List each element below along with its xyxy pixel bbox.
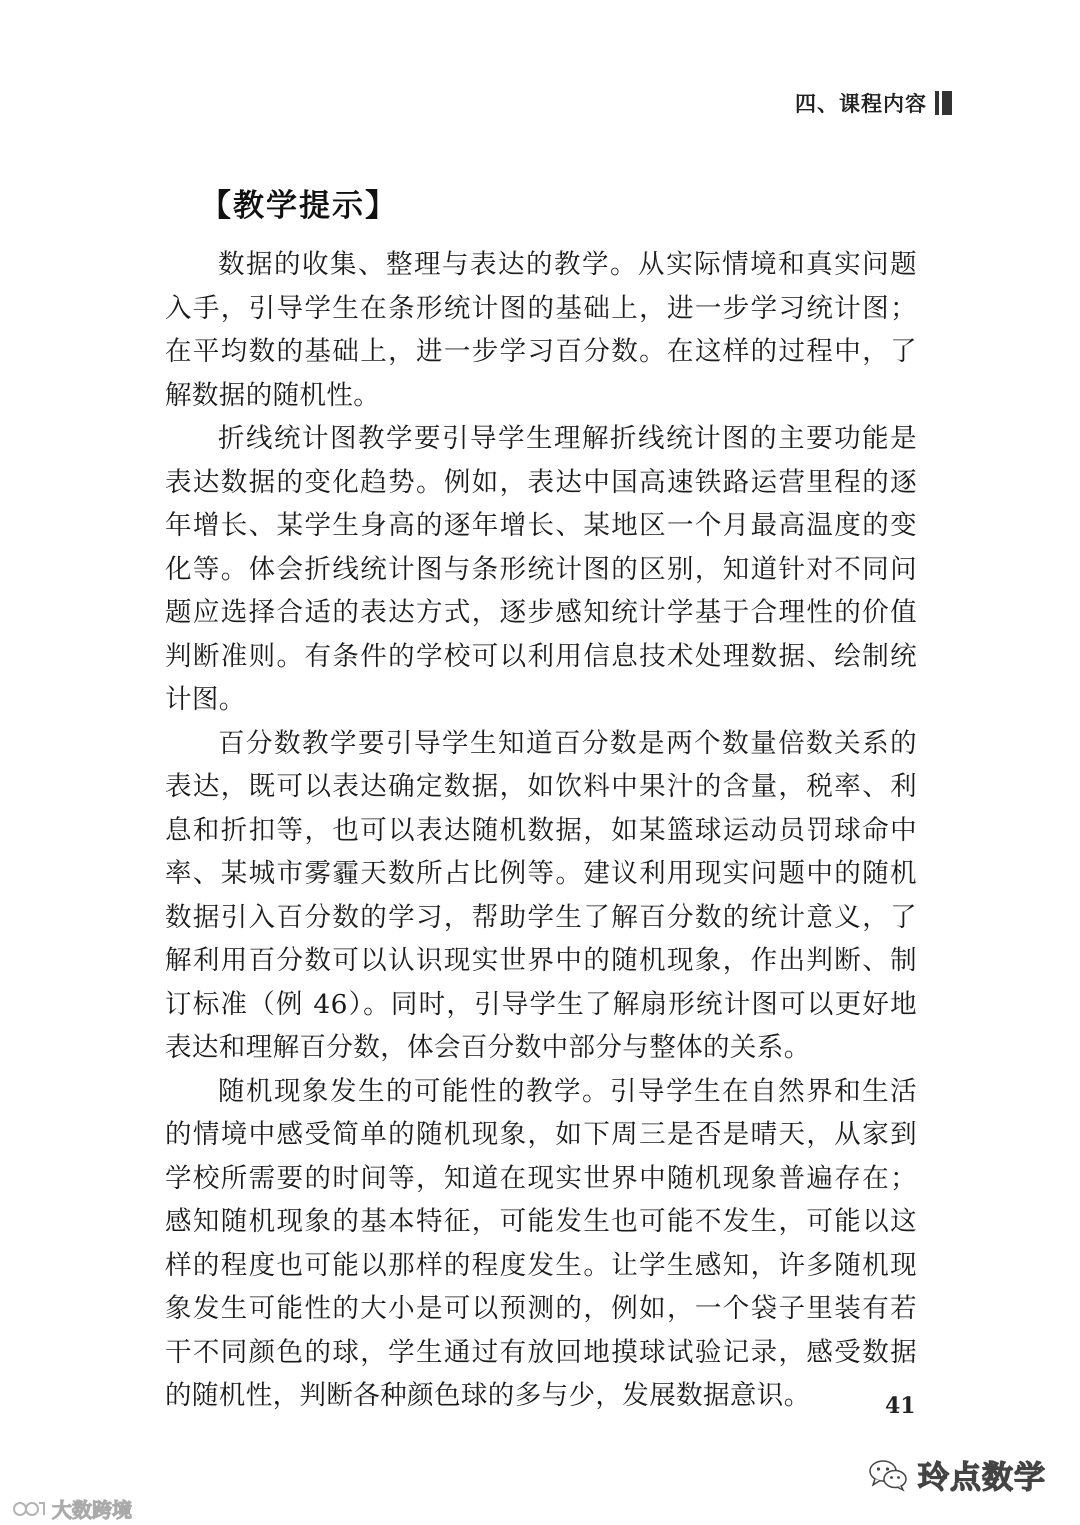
running-header-title: 四、课程内容 bbox=[795, 91, 927, 116]
watermark-right bbox=[868, 1452, 1046, 1497]
watermark-right-text: 玲点数学 bbox=[918, 1460, 1046, 1496]
paragraph: 数据的收集、整理与表达的教学。从实际情境和真实问题入手，引导学生在条形统计图的基础上，进一步学习统计图；在平均数的基础上，进一步学习百分数。在这样的过程中，了解数据的随机性。 bbox=[165, 249, 917, 411]
paragraph: 百分数教学要引导学生知道百分数是两个数量倍数关系的表达，既可以表达确定数据，如饮料中果汁的含量，税率、利息和折扣等，也可以表达随机数据，如某篮球运动员罚球命中率、某城市雾霾天数所占比例等。建议利用现实问题中的随机数据引入百分数的学习，帮助学生了解百分数的统计意义，了解利用百分数可以认识现实世界中的随机现象，作出判断、制订标准（例 46）。同时，引导学生了解扇形统计图可以更好地表达和理解百分数，体会百分数中部分与整体的关系。 bbox=[165, 727, 917, 1063]
paragraph: 折线统计图教学要引导学生理解折线统计图的主要功能是表达数据的变化趋势。例如，表达中国高速铁路运营里程的逐年增长、某学生身高的逐年增长、某地区一个月最高温度的变化等。体会折线统计图与条形统计图的区别，知道针对不同问题应选择合适的表达方式，逐步感知统计学基于合理性的价值判断准则。有条件的学校可以利用信息技术处理数据、绘制统计图。 bbox=[165, 423, 917, 715]
section-heading: 【教学提示】 bbox=[200, 188, 398, 224]
body-text bbox=[165, 243, 917, 1418]
watermark-left bbox=[12, 1494, 132, 1523]
running-header bbox=[795, 88, 952, 118]
watermark-left-text: 大数跨境 bbox=[52, 1498, 132, 1522]
watermark-logo-icon bbox=[12, 1498, 46, 1520]
page-number: 41 bbox=[885, 1393, 916, 1419]
header-bars-icon bbox=[935, 91, 952, 115]
wechat-icon bbox=[868, 1458, 908, 1492]
paragraph: 随机现象发生的可能性的教学。引导学生在自然界和生活的情境中感受简单的随机现象，如下周三是否是晴天，从家到学校所需要的时间等，知道在现实世界中随机现象普遍存在；感知随机现象的基本特征，可能发生也可能不发生，可能以这样的程度也可能以那样的程度发生。让学生感知，许多随机现象发生可能性的大小是可以预测的，例如，一个袋子里装有若干不同颜色的球，学生通过有放回地摸球试验记录，感受数据的随机性，判断各种颜色球的多与少，发展数据意识。 bbox=[165, 1075, 917, 1411]
